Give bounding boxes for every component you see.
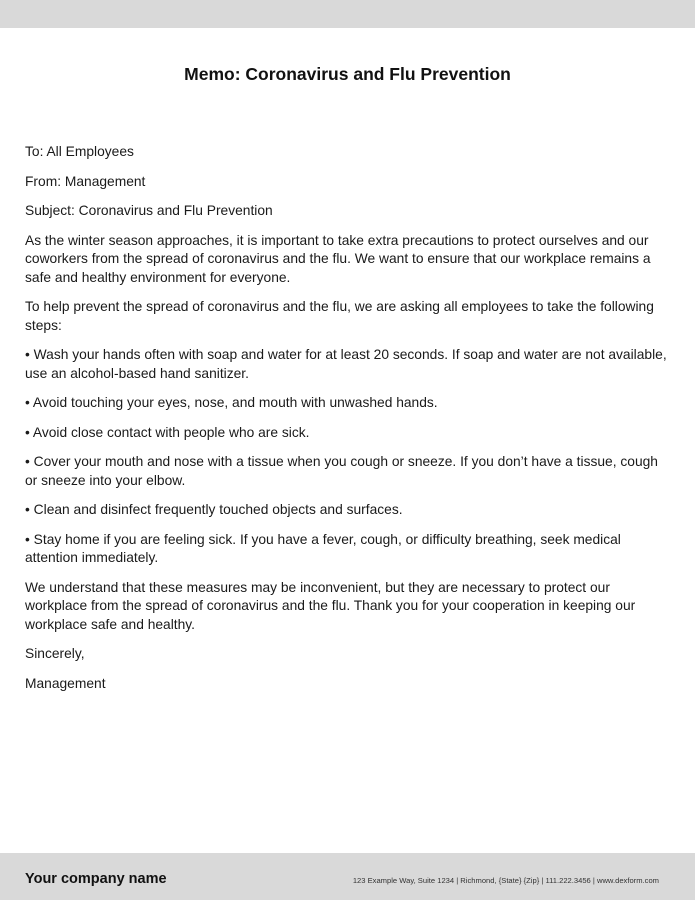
memo-signature: Management (25, 675, 106, 691)
step-item: • Clean and disinfect frequently touched objects and surfaces. (25, 502, 403, 517)
step-item: • Avoid touching your eyes, nose, and mouth with unwashed hands. (25, 395, 438, 410)
memo-body (25, 143, 670, 704)
memo-request: To help prevent the spread of coronavirus and the flu, we are asking all employees to take the following steps: (25, 299, 654, 333)
memo-signoff: Sincerely, (25, 646, 85, 661)
header-band (0, 0, 695, 28)
memo-title: Memo: Coronavirus and Flu Prevention (184, 64, 511, 84)
step-item: • Wash your hands often with soap and water for at least 20 seconds. If soap and water are not available, use an alcohol-based hand sanitizer. (25, 347, 667, 381)
company-address: 123 Example Way, Suite 1234 | Richmond, {State} {Zip} | 111.222.3456 | www.dexform.com (352, 876, 659, 885)
memo-intro: As the winter season approaches, it is important to take extra precautions to protect ourselves and our coworkers from the spread of coronavirus and the flu. We want to ensure that our workplace remains a safe and healthy environment for everyone. (25, 232, 651, 285)
memo-closing: We understand that these measures may be inconvenient, but they are necessary to protect our workplace from the spread of coronavirus and the flu. Thank you for your cooperation in keeping our workplace safe and healthy. (25, 579, 636, 632)
step-item: • Cover your mouth and nose with a tissue when you cough or sneeze. If you don’t have a tissue, cough or sneeze into your elbow. (25, 454, 658, 488)
footer (0, 853, 695, 900)
step-item: • Avoid close contact with people who are sick. (25, 424, 310, 440)
memo-subject: Subject: Coronavirus and Flu Prevention (25, 203, 273, 218)
memo-from: From: Management (25, 173, 146, 189)
step-item: • Stay home if you are feeling sick. If you have a fever, cough, or difficulty breathing, seek medical attention immediately. (25, 531, 621, 565)
company-name: Your company name (25, 871, 167, 887)
memo-to: To: All Employees (25, 144, 134, 159)
